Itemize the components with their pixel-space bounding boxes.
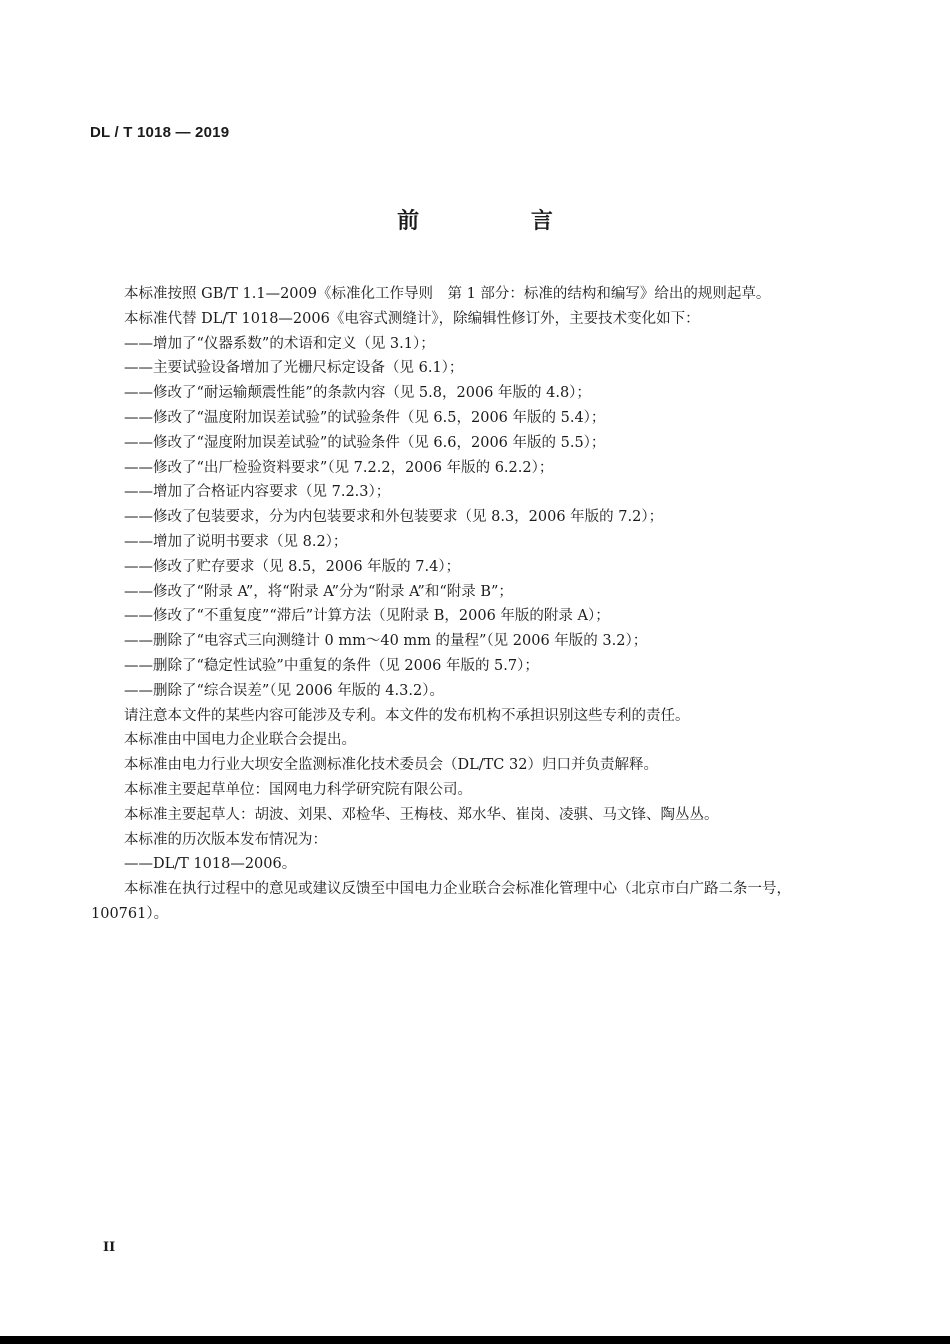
paragraph-drafting-unit: 本标准主要起草单位：国网电力科学研究院有限公司。 — [124, 781, 472, 798]
change-item: ——修改了“附录 A”，将“附录 A”分为“附录 A”和“附录 B”； — [124, 583, 513, 600]
paragraph-replacement: 本标准代替 DL/T 1018—2006《电容式测缝计》，除编辑性修订外，主要技术变化如下： — [124, 310, 700, 327]
change-item: ——修改了“不重复度”“滞后”计算方法（见附录 B，2006 年版的附录 A）； — [124, 608, 610, 625]
paragraph-drafters: 本标准主要起草人：胡波、刘果、邓检华、王梅枝、郑水华、崔岗、凌骐、马文锋、陶丛丛。 — [124, 806, 719, 823]
paragraph-feedback: 本标准在执行过程中的意见或建议反馈至中国电力企业联合会标准化管理中心（北京市白广路二条一号，100761）。 — [91, 881, 791, 922]
change-item: ——修改了“温度附加误差试验”的试验条件（见 6.5，2006 年版的 5.4）； — [124, 409, 606, 426]
change-item: ——修改了包装要求，分为内包装要求和外包装要求（见 8.3，2006 年版的 7.2）； — [124, 509, 664, 526]
page-number: II — [103, 1240, 116, 1255]
section-title: 前 言 — [397, 209, 605, 234]
change-item: ——删除了“稳定性试验”中重复的条件（见 2006 年版的 5.7）； — [124, 657, 539, 674]
change-item: ——修改了“湿度附加误差试验”的试验条件（见 6.6，2006 年版的 5.5）； — [124, 434, 606, 451]
paragraph-history-intro: 本标准的历次版本发布情况为： — [124, 831, 327, 848]
change-item: ——主要试验设备增加了光栅尺标定设备（见 6.1）； — [124, 360, 464, 377]
paragraph-drafting-basis: 本标准按照 GB/T 1.1—2009《标准化工作导则 第 1 部分：标准的结构和编写》给出的规则起草。 — [124, 286, 771, 302]
paragraph-committee: 本标准由电力行业大坝安全监测标准化技术委员会（DL/TC 32）归口并负责解释。 — [124, 757, 658, 774]
change-item: ——增加了说明书要求（见 8.2）； — [124, 533, 348, 550]
change-item: ——修改了“耐运输颠震性能”的条款内容（见 5.8，2006 年版的 4.8）； — [124, 385, 591, 402]
change-item: ——增加了合格证内容要求（见 7.2.3）； — [124, 484, 391, 501]
document-code: DL / T 1018 — 2019 — [90, 124, 230, 141]
history-item: ——DL/T 1018—2006。 — [124, 856, 297, 873]
paragraph-proposer: 本标准由中国电力企业联合会提出。 — [124, 732, 356, 749]
paragraph-patent-notice: 请注意本文件的某些内容可能涉及专利。本文件的发布机构不承担识别这些专利的责任。 — [124, 707, 690, 724]
change-item: ——删除了“综合误差”（见 2006 年版的 4.3.2）。 — [124, 682, 444, 699]
bottom-rule — [0, 1336, 950, 1344]
change-item: ——删除了“电容式三向测缝计 0 mm～40 mm 的量程”（见 2006 年版的 3.2）； — [124, 633, 648, 650]
change-item: ——增加了“仪器系数”的术语和定义（见 3.1）； — [124, 335, 435, 352]
change-item: ——修改了贮存要求（见 8.5，2006 年版的 7.4）； — [124, 558, 461, 575]
change-item: ——修改了“出厂检验资料要求”（见 7.2.2，2006 年版的 6.2.2）； — [124, 459, 554, 476]
foreword-body — [91, 282, 851, 927]
